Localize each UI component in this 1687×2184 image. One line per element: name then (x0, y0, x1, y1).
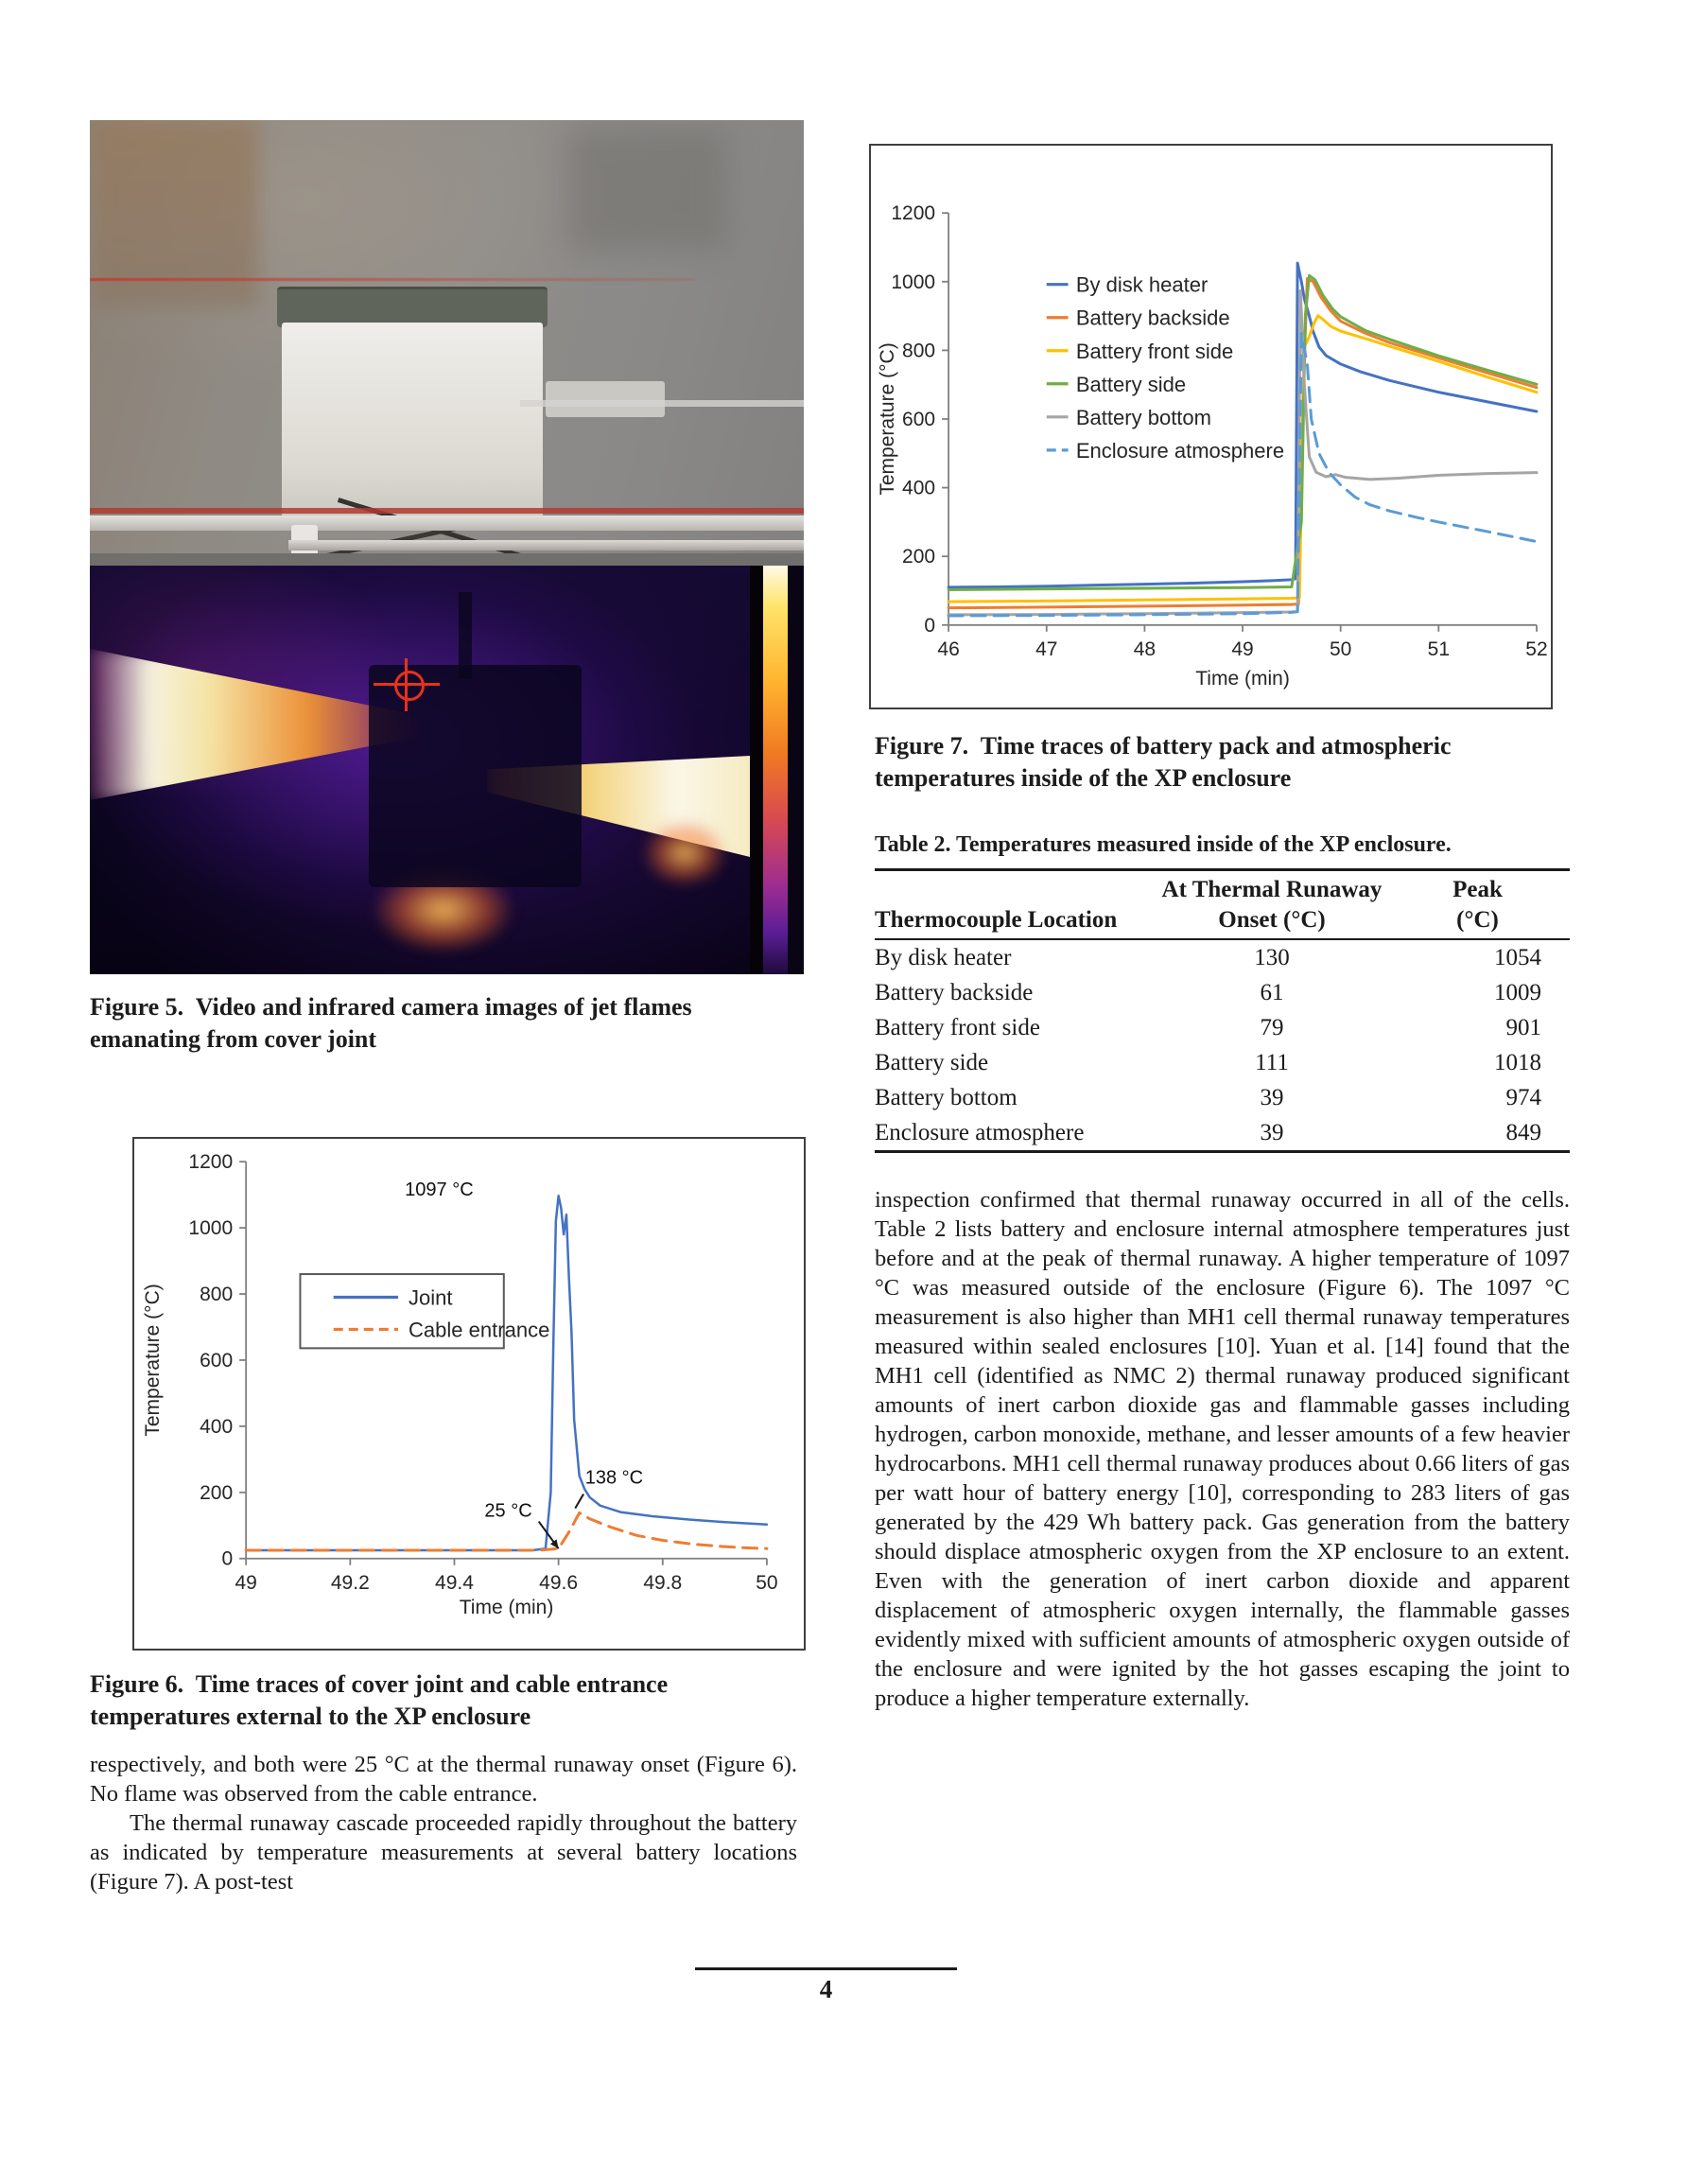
legend-label: Battery bottom (1075, 405, 1212, 429)
table2-cell-onset: 61 (1260, 980, 1284, 1005)
table2-cell-location: Battery side (875, 1050, 989, 1075)
table2-cell-peak: 1054 (1494, 945, 1541, 970)
ir-hot-spot (641, 819, 728, 887)
battery-enclosure (282, 323, 543, 529)
x-tick-label: 51 (1427, 638, 1451, 660)
table2-header-peak (1385, 870, 1570, 940)
y-tick-label: 0 (924, 614, 936, 637)
legend-label: Battery side (1075, 372, 1187, 396)
table2-header-onset-line1: At Thermal Runaway (1161, 877, 1383, 902)
x-tick-label: 49.8 (643, 1571, 683, 1594)
figure6-caption: Figure 6. Time traces of cover joint and cable entrance temperatures external to the XP enclosure (90, 1670, 669, 1730)
footer-rule (695, 1967, 957, 1970)
annotation-text: 25 °C (484, 1500, 532, 1522)
table2-cell-onset: 39 (1260, 1085, 1284, 1110)
table2-cell-peak: 901 (1505, 1015, 1541, 1040)
figure5-caption: Figure 5. Video and infrared camera images of jet flames emanating from cover joint (90, 993, 692, 1053)
x-tick-label: 50 (1329, 638, 1352, 660)
y-tick-label: 400 (200, 1415, 234, 1438)
figure5-video-image (90, 120, 804, 566)
table2-row (875, 1080, 1570, 1115)
enclosure-lid (277, 287, 548, 327)
table2-cell-location: Battery backside (875, 980, 1034, 1005)
table2-title: Table 2. Temperatures measured inside of the XP enclosure. (875, 832, 1452, 857)
body-paragraph-left-2: The thermal runaway cascade proceeded rapidly throughout the battery as indicated by temperature measurements at several battery locations (Figure 7). A post-test (90, 1810, 797, 1895)
x-axis-title: Time (min) (1195, 667, 1290, 690)
table2-header-peak-line2: (°C) (1456, 907, 1499, 933)
body-left-column (90, 1750, 797, 1896)
table2-cell-peak: 849 (1505, 1120, 1541, 1145)
y-axis-title: Temperature (°C) (877, 342, 899, 496)
table2-cell-onset: 39 (1260, 1120, 1284, 1145)
legend-label: Enclosure atmosphere (1075, 438, 1285, 463)
table2-cell-location: By disk heater (875, 945, 1012, 970)
background-shadow (567, 128, 728, 251)
table2-header-onset (1158, 870, 1385, 940)
x-tick-label: 50 (756, 1571, 778, 1594)
table2-row (875, 1045, 1570, 1080)
series-joint (246, 1196, 767, 1550)
y-tick-label: 1200 (188, 1151, 234, 1174)
x-tick-label: 46 (937, 638, 960, 660)
y-tick-label: 400 (902, 477, 936, 499)
y-tick-label: 600 (200, 1349, 234, 1372)
series-battery-side (948, 272, 1537, 589)
table2-cell-location: Enclosure atmosphere (875, 1120, 1085, 1145)
annotation-text: 138 °C (584, 1467, 644, 1489)
ir-image-edge (788, 566, 804, 974)
annotation-text: 1097 °C (405, 1179, 474, 1201)
ir-colorbar-separator (750, 566, 763, 974)
instrument-box (546, 381, 665, 417)
y-tick-label: 1000 (891, 271, 936, 293)
body-paragraph-right: inspection confirmed that thermal runaway occurred in all of the cells. Table 2 lists battery and enclosure internal atmosphere temperatures just before and at the peak of thermal runaway. A higher temperature of 1097 °C was measured outside of the enclosure (Figure 6). The 1097 °C measurement is also higher than MH1 cell thermal runaway temperatures measured within sealed enclosures [10]. Yuan et al. [14] found that the MH1 cell (identified as NMC 2) thermal runaway produced significant amounts of inert carbon dioxide gas and flammable gasses including hydrogen, carbon monoxide, methane, and lesser amounts of a few heavier hydrocarbons. MH1 cell thermal runaway produces about 0.66 liters of gas per watt hour of battery energy [10], corresponding to 283 liters of gas generated by the 429 Wh battery pack. Gas generation from the battery should displace atmospheric oxygen from the XP enclosure to an extent. Even with the generation of inert carbon dioxide and apparent displacement of atmospheric oxygen internally, the flammable gasses evidently mixed with sufficient amounts of atmospheric oxygen outside of the enclosure and were ignited by the hot gasses escaping the joint to produce a higher temperature externally. (875, 1187, 1570, 1711)
table2-cell-location: Battery front side (875, 1015, 1040, 1040)
y-tick-label: 800 (902, 340, 936, 362)
y-tick-label: 0 (221, 1547, 234, 1570)
y-tick-label: 800 (200, 1284, 234, 1306)
legend-label: By disk heater (1075, 272, 1209, 297)
x-tick-label: 52 (1525, 638, 1548, 660)
ir-pole-silhouette (459, 592, 472, 679)
y-tick-label: 200 (902, 546, 936, 568)
probe-rail (520, 400, 804, 407)
y-axis-title: Temperature (°C) (142, 1284, 165, 1437)
crosshair-circle (394, 671, 425, 701)
page-number: 4 (819, 1975, 833, 2003)
table2-cell-onset: 79 (1260, 1015, 1284, 1040)
x-tick-label: 49.2 (330, 1571, 370, 1594)
table2-row (875, 1010, 1570, 1045)
x-tick-label: 49 (1231, 638, 1254, 660)
x-tick-label: 49.6 (539, 1571, 579, 1594)
table-rail-lower (288, 540, 804, 550)
legend-label: Battery front side (1075, 339, 1234, 363)
table2-cell-location: Battery bottom (875, 1085, 1017, 1110)
table-edge (90, 553, 804, 566)
ir-colorbar (763, 566, 788, 974)
x-tick-label: 48 (1133, 638, 1157, 660)
figure6-chart (132, 1137, 806, 1651)
x-tick-label: 47 (1035, 638, 1058, 660)
table2-row (875, 975, 1570, 1010)
body-paragraph-left-1: respectively, and both were 25 °C at the thermal runaway onset (Figure 6). No flame was observed from the cable entrance. (90, 1752, 797, 1807)
ir-crosshair-marker (374, 658, 440, 711)
heater-glow-line (90, 278, 695, 281)
table2-row (875, 939, 1570, 975)
crosshair-vertical (405, 658, 408, 711)
x-axis-title: Time (min) (459, 1596, 554, 1618)
table2-row (875, 1115, 1570, 1152)
figure7-chart (869, 144, 1553, 709)
frame-red-stripe (90, 508, 804, 514)
table2-cell-onset: 111 (1255, 1050, 1289, 1075)
figure7-caption: Figure 7. Time traces of battery pack and atmospheric temperatures inside of the XP enclosure (875, 732, 1452, 792)
figure7-plot (871, 146, 1551, 708)
figure6-plot (134, 1139, 804, 1649)
table2-header-peak-line1: Peak (1452, 877, 1503, 902)
legend-label: Joint (409, 1285, 453, 1310)
figure5-infrared-image (90, 566, 804, 974)
table2-cell-peak: 974 (1505, 1085, 1541, 1110)
table2 (875, 868, 1570, 1153)
table-rail (90, 515, 804, 531)
annotation-arrowhead (550, 1539, 559, 1548)
x-tick-label: 49.4 (435, 1571, 474, 1594)
table2-cell-onset: 130 (1254, 945, 1290, 970)
series-by-disk-heater (948, 263, 1537, 587)
legend-label: Cable entrance (409, 1318, 550, 1342)
table2-body (875, 939, 1570, 1152)
x-tick-label: 49 (235, 1571, 257, 1594)
table2-header-onset-line2: Onset (°C) (1218, 907, 1326, 933)
table2-cell-peak: 1009 (1494, 980, 1541, 1005)
y-tick-label: 200 (200, 1481, 234, 1504)
table2-header-location: Thermocouple Location (875, 870, 1158, 940)
y-tick-label: 600 (902, 408, 936, 430)
table2-cell-peak: 1018 (1494, 1050, 1541, 1075)
table2-header-row (875, 870, 1570, 940)
annotation-line (575, 1494, 583, 1509)
legend-label: Battery backside (1075, 306, 1230, 330)
y-tick-label: 1200 (891, 202, 936, 225)
y-tick-label: 1000 (188, 1217, 234, 1240)
